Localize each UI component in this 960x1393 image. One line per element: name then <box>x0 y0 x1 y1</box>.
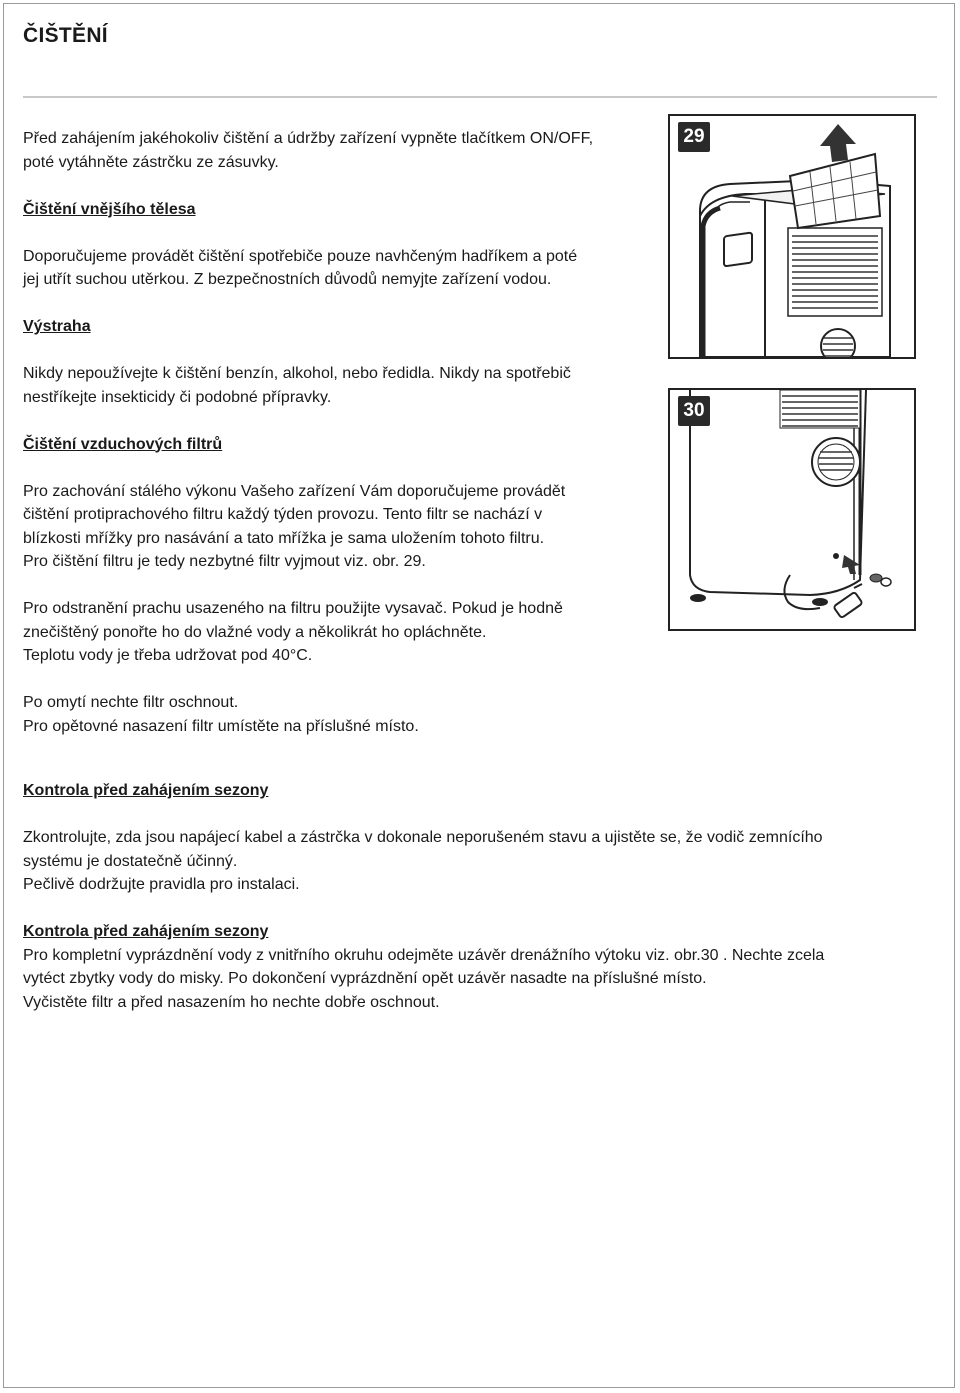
filters-line: Pro opětovné nasazení filtr umístěte na příslušné místo. <box>23 717 419 735</box>
lower-section <box>23 779 933 1014</box>
section-heading-body-cleaning: Čištění vnějšího tělesa <box>23 200 196 218</box>
filters-line: blízkosti mřížky pro nasávání a tato mřížka je sama uložením tohoto filtru. <box>23 529 545 547</box>
warning-line: nestříkejte insekticidy či podobné přípravky. <box>23 388 332 406</box>
page-title: ČIŠTĚNÍ <box>23 24 108 47</box>
section-heading-warning: Výstraha <box>23 318 91 335</box>
figure-number-30: 30 <box>678 396 710 426</box>
body-cleaning-line: Doporučujeme provádět čištění spotřebiče pouze navhčeným hadříkem a poté <box>23 247 578 265</box>
filters-line: Pro odstranění prachu usazeného na filtru použijte vysavač. Pokud je hodně <box>23 600 563 617</box>
filters-line: čištění protiprachového filtru každý týden provozu. Tento filtr se nachází v <box>23 506 543 523</box>
season-check-2-line: Pro kompletní vyprázdnění vody z vnitřního okruhu odejměte uzávěr drenážního výtoku viz. obr.30 . Nechte zcela <box>23 946 825 964</box>
season-check-line: Zkontrolujte, zda jsou napájecí kabel a zástrčka v dokonale neporušeném stavu a ujistěte se, že vodič zemnícího <box>23 829 823 846</box>
season-check-line: systému je dostatečně účinný. <box>23 852 238 870</box>
body-cleaning-line: jej utřít suchou utěrkou. Z bezpečnostních důvodů nemyjte zařízení vodou. <box>23 271 552 288</box>
season-check-line: Pečlivě dodržujte pravidla pro instalaci. <box>23 876 300 893</box>
air-conditioner-filter-removal-icon <box>670 116 914 357</box>
section-heading-season-check: Kontrola před zahájením sezony <box>23 782 269 799</box>
filters-line: Teplotu vody je třeba udržovat pod 40°C. <box>23 647 313 664</box>
season-check-2-line: vytéct zbytky vody do misky. Po dokončení vyprázdnění opět uzávěr nasadte na příslušné místo. <box>23 970 707 987</box>
intro-line: Před zahájením jakéhokoliv čištění a údržby zařízení vypněte tlačítkem ON/OFF, <box>23 130 594 147</box>
title-divider <box>23 96 937 98</box>
figure-30 <box>668 388 916 631</box>
figure-29 <box>668 114 916 359</box>
filters-line: Pro čištění filtru je tedy nezbytné filtr vyjmout viz. obr. 29. <box>23 553 426 570</box>
section-heading-season-check-2: Kontrola před zahájením sezony <box>23 923 269 940</box>
filters-line: Po omytí nechte filtr oschnout. <box>23 694 239 711</box>
intro-line: poté vytáhněte zástrčku ze zásuvky. <box>23 153 279 171</box>
section-heading-filters: Čištění vzduchových filtrů <box>23 435 223 453</box>
main-column <box>23 127 643 738</box>
season-check-2-line: Vyčistěte filtr a před nasazením ho nechte dobře oschnout. <box>23 993 440 1011</box>
filters-line: Pro zachování stálého výkonu Vašeho zařízení Vám doporučujeme provádět <box>23 482 566 500</box>
filters-line: znečištěný ponořte ho do vlažné vody a několikrát ho opláchněte. <box>23 623 487 641</box>
figure-number-29: 29 <box>678 122 710 152</box>
warning-line: Nikdy nepoužívejte k čištění benzín, alkohol, nebo ředidla. Nikdy na spotřebič <box>23 365 571 382</box>
